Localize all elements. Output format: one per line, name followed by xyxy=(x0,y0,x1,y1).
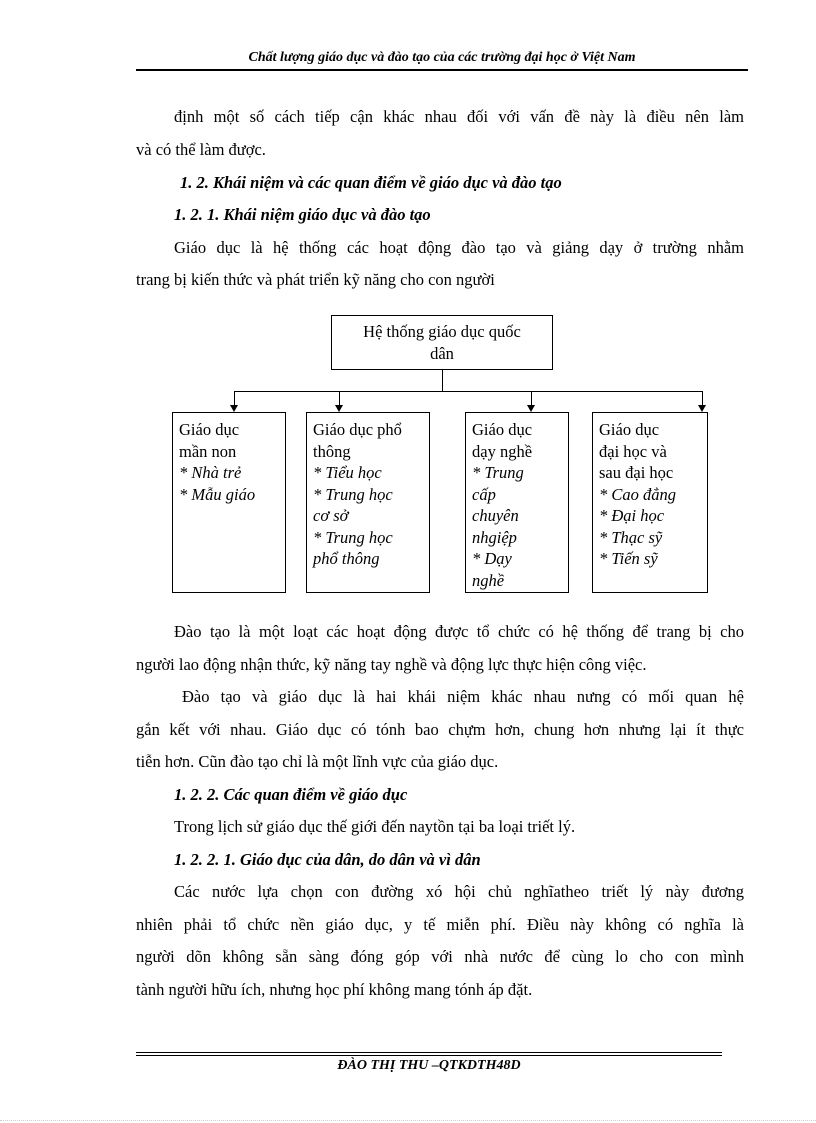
heading-1-2-2-1: 1. 2. 2. 1. Giáo dục của dân, do dân và vì dân xyxy=(174,850,481,869)
diagram-root-line-2: dân xyxy=(430,344,454,363)
diagram-box-preschool xyxy=(172,412,286,593)
box4-title-3: sau đại học xyxy=(599,463,674,482)
box3-item-2: cấp xyxy=(472,484,496,504)
choice-line-4: tành người hữu ích, nhưng học phí không mang tónh áp đặt. xyxy=(136,980,533,999)
header-rule xyxy=(136,69,748,71)
diagram-box-higher xyxy=(592,412,708,593)
connector-down-1 xyxy=(234,391,235,406)
page-footer-text: ĐÀO THỊ THU –QTKDTH48D xyxy=(337,1058,521,1073)
heading-1-2: 1. 2. Khái niệm và các quan điểm về giáo dục và đào tạo xyxy=(180,173,562,192)
relation-line-2: gắn kết với nhau. Giáo dục có tónh bao chựm hơn, chung hơn nhưng lại ít thực xyxy=(136,720,744,739)
arrow-head-1 xyxy=(230,405,238,412)
diagram-root-box xyxy=(331,315,553,370)
page-header-title: Chất lượng giáo dục và đào tạo của các trường đại học ở Việt Nam xyxy=(248,50,636,65)
page-bottom-dotted-line xyxy=(0,1120,816,1121)
box4-item-3: * Thạc sỹ xyxy=(599,527,663,547)
connector-horizontal xyxy=(234,391,702,392)
box2-item-4: * Trung học xyxy=(313,527,393,547)
box3-item-4: nhgiệp xyxy=(472,527,517,547)
box4-item-1: * Cao đẳng xyxy=(599,484,677,504)
choice-line-1: Các nước lựa chọn con đường xó hội chủ nghĩatheo triết lý này đương xyxy=(174,882,744,901)
def-education-line-2: trang bị kiến thức và phát triển kỹ năng cho con người xyxy=(136,270,495,289)
box1-title-1: Giáo dục xyxy=(179,420,240,439)
def-training-line-2: người lao động nhận thức, kỹ năng tay nghề và động lực thực hiện công việc. xyxy=(136,655,647,674)
box4-item-4: * Tiến sỹ xyxy=(599,549,658,568)
history-line: Trong lịch sử giáo dục thế giới đến naytồn tại ba loại triết lý. xyxy=(174,817,576,836)
box3-title-2: dạy nghề xyxy=(472,441,533,461)
relation-line-1: Đào tạo và giáo dục là hai khái niệm khác nhau nưng có mối quan hệ xyxy=(182,687,744,706)
choice-line-3: người dõn không sẵn sàng đóng góp với nhà nước để cùng lo cho con mình xyxy=(136,947,744,966)
def-education-line-1: Giáo dục là hệ thống các hoạt động đào tạo và giảng dạy ở trường nhằm xyxy=(174,238,744,257)
box2-item-3: cơ sở xyxy=(313,506,349,525)
box2-title-2: thông xyxy=(313,441,351,461)
box3-item-1: * Trung xyxy=(472,463,524,482)
connector-down-3 xyxy=(531,391,532,406)
diagram-box-general xyxy=(306,412,430,593)
box3-item-5: * Dạy xyxy=(472,549,512,568)
connector-root-down xyxy=(442,370,443,392)
def-training-line-1: Đào tạo là một loạt các hoạt động được tổ chức có hệ thống để trang bị cho xyxy=(174,622,744,641)
box4-title-1: Giáo dục xyxy=(599,420,660,439)
footer-rule-bottom xyxy=(136,1055,722,1056)
box4-title-2: đại học và xyxy=(599,441,667,461)
relation-line-3: tiễn hơn. Cũn đào tạo chỉ là một lĩnh vực của giáo dục. xyxy=(136,752,499,771)
box2-title-1: Giáo dục phổ xyxy=(313,420,402,439)
intro-line-1: định một số cách tiếp cận khác nhau đối với vấn đề này là điều nên làm xyxy=(174,107,744,126)
box4-item-2: * Đại học xyxy=(599,506,665,525)
heading-1-2-1: 1. 2. 1. Khái niệm giáo dục và đào tạo xyxy=(174,205,431,224)
diagram-root-line-1: Hệ thống giáo dục quốc xyxy=(363,322,521,341)
footer-rule-top xyxy=(136,1052,722,1053)
arrow-head-4 xyxy=(698,405,706,412)
choice-line-2: nhiên phải tổ chức nền giáo dục, y tế miễn phí. Điều này không có nghĩa là xyxy=(136,915,744,934)
box3-item-3: chuyên xyxy=(472,506,519,525)
box3-item-6: nghề xyxy=(472,570,505,590)
box3-title-1: Giáo dục xyxy=(472,420,533,439)
box1-item-1: * Nhà trẻ xyxy=(179,463,242,482)
heading-1-2-2: 1. 2. 2. Các quan điểm về giáo dục xyxy=(174,785,408,804)
box2-item-5: phổ thông xyxy=(313,549,380,568)
connector-down-2 xyxy=(339,391,340,406)
arrow-head-2 xyxy=(335,405,343,412)
diagram-box-vocational xyxy=(465,412,569,593)
box1-item-2: * Mẫu giáo xyxy=(179,484,256,504)
box1-title-2: mần non xyxy=(179,441,237,461)
box2-item-2: * Trung học xyxy=(313,484,393,504)
intro-line-2: và có thể làm được. xyxy=(136,140,266,159)
connector-down-4 xyxy=(702,391,703,406)
box2-item-1: * Tiểu học xyxy=(313,463,382,482)
arrow-head-3 xyxy=(527,405,535,412)
